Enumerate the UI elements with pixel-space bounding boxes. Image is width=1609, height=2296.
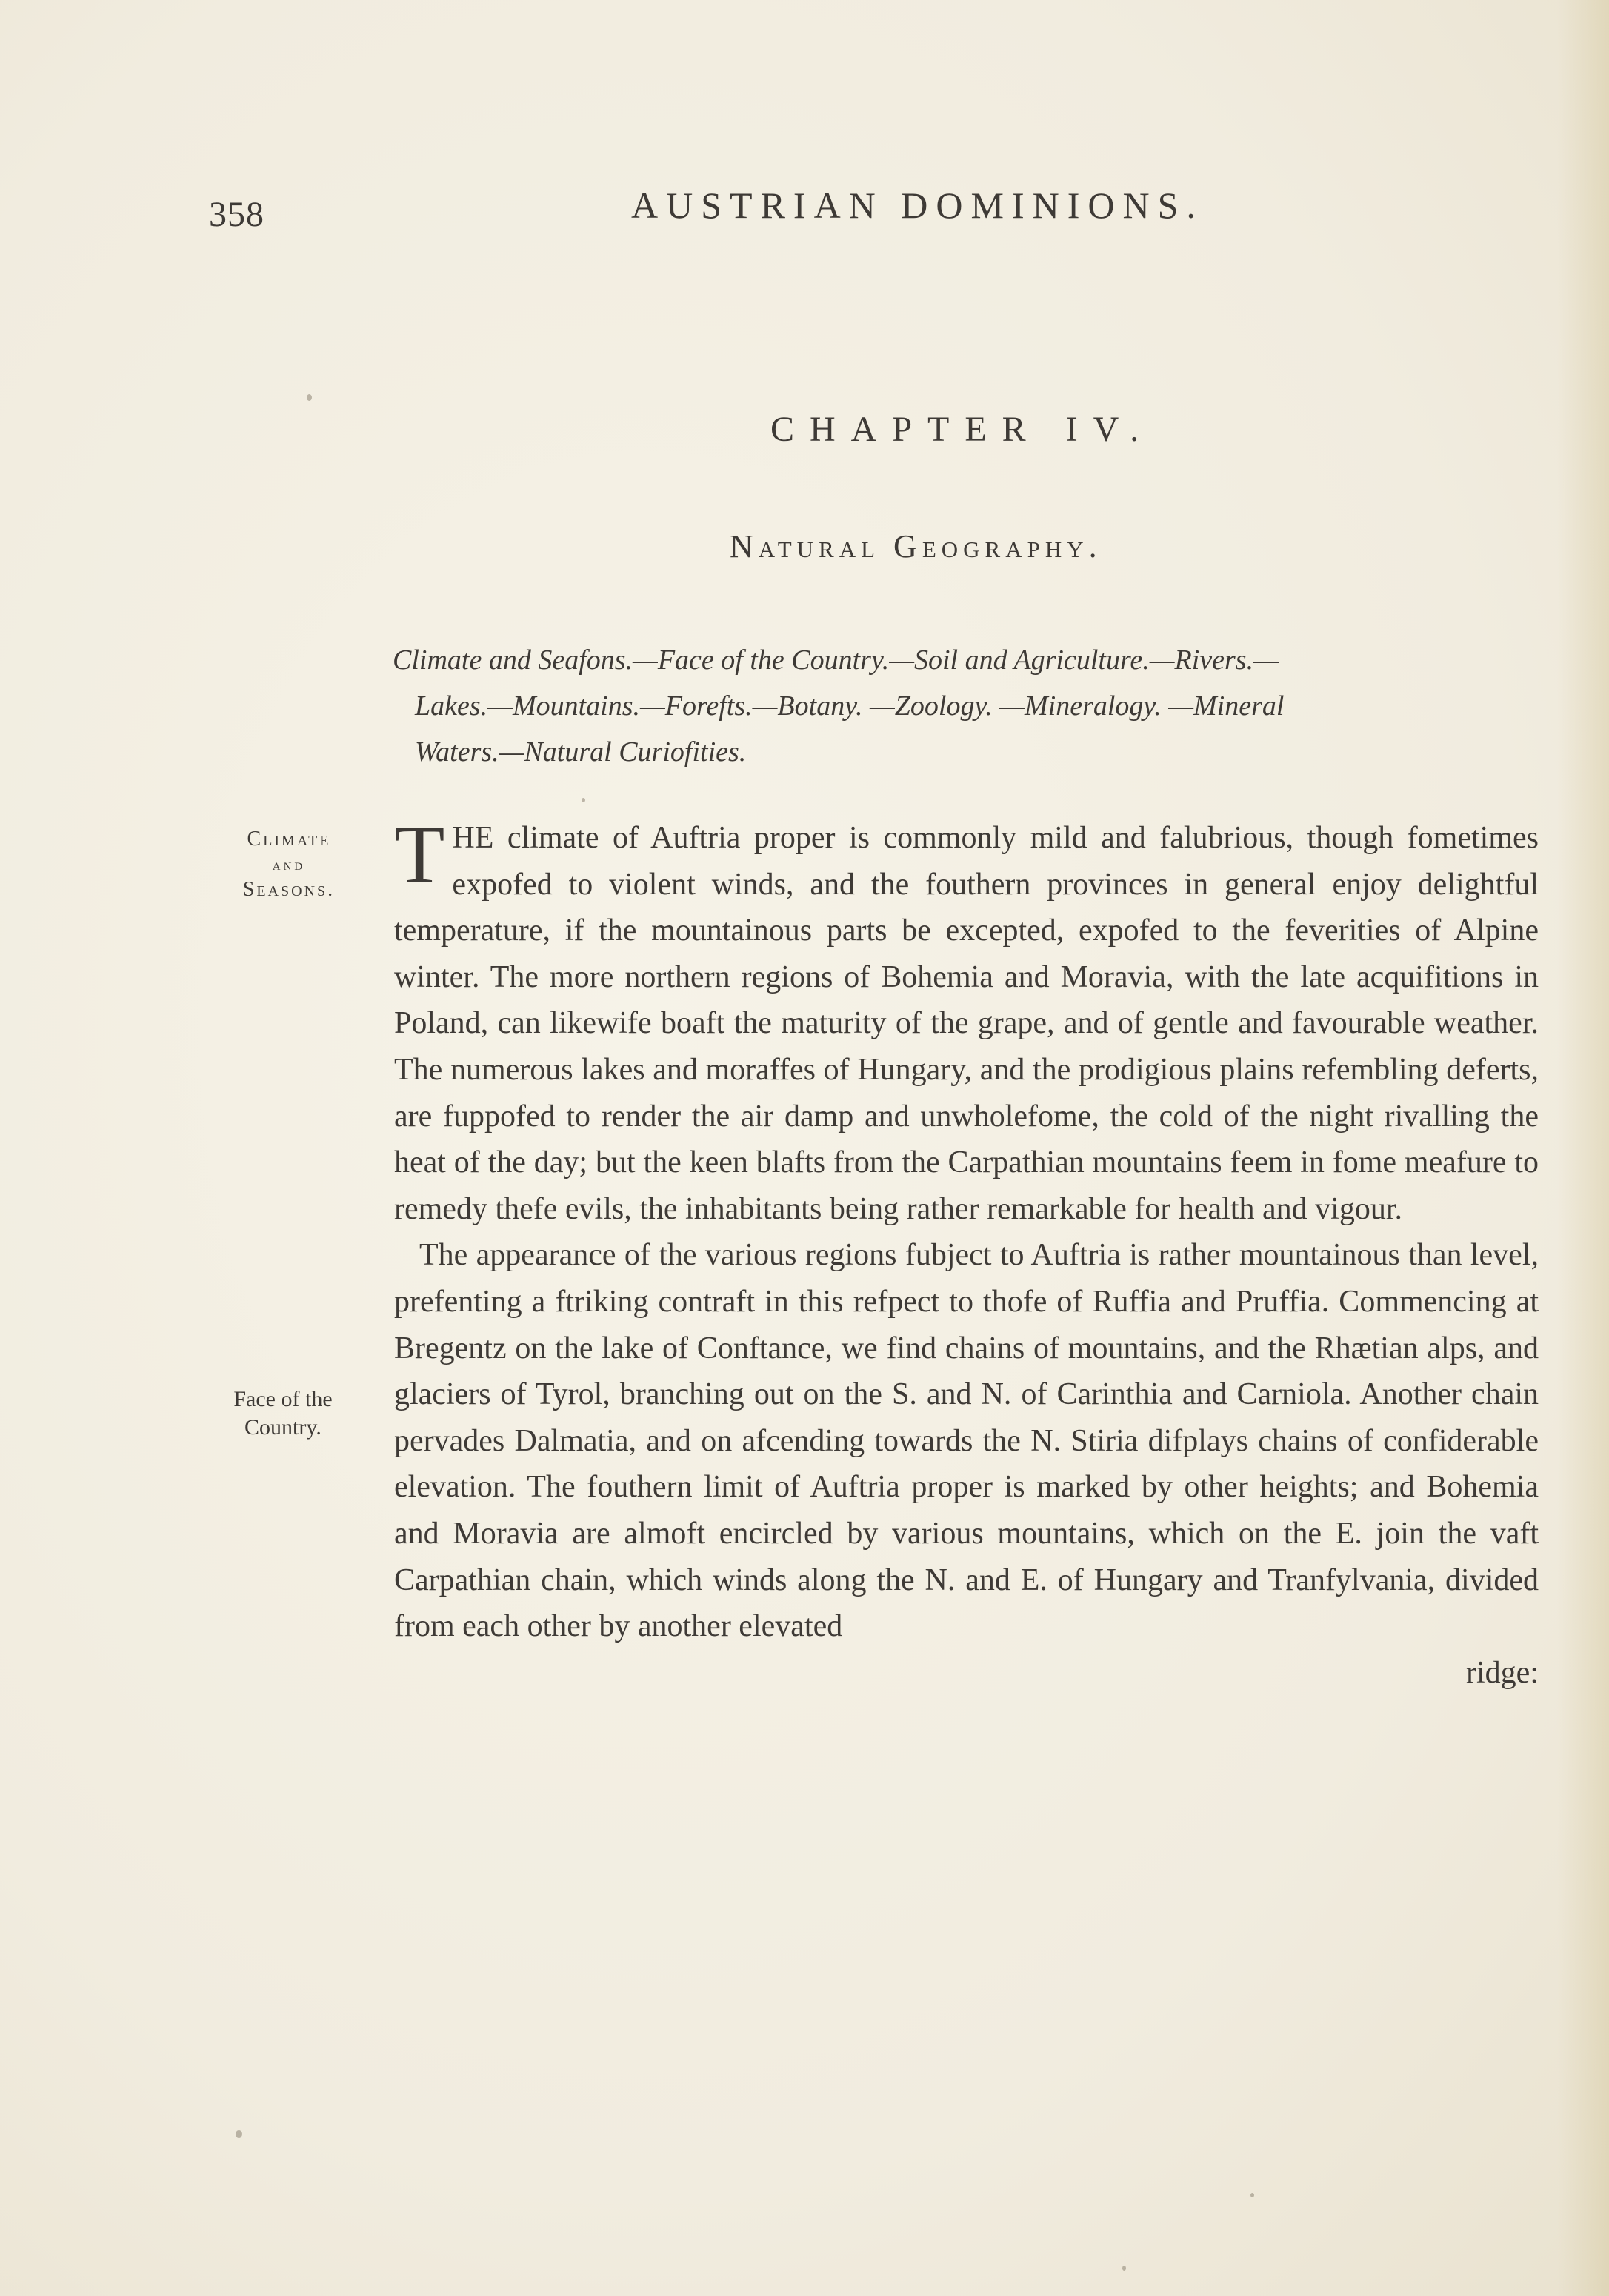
- section-title: Natural Geography.: [730, 528, 1102, 565]
- sidenote-climate-and-seasons: [222, 827, 356, 902]
- contents-line-3: Waters.—Natural Curiofities.: [415, 736, 747, 768]
- paper-speck: [1122, 2266, 1126, 2271]
- paper-speck: [1250, 2193, 1254, 2197]
- sidenote-face-line-1: Face of the: [233, 1387, 333, 1411]
- chapter-contents: [393, 637, 1537, 775]
- paper-speck: [307, 394, 312, 401]
- sidenote-climate-line-1: Climate: [247, 828, 331, 851]
- body-text: [394, 809, 1539, 1696]
- paper-speck: [582, 798, 585, 802]
- sidenote-face-line-2: Country.: [244, 1415, 322, 1440]
- contents-line-1: Climate and Seafons.—Face of the Country.—Soil and Agriculture.—Rivers.—: [393, 645, 1279, 676]
- page-number: 358: [209, 195, 264, 234]
- sidenote-climate-line-3: Seasons.: [242, 878, 336, 901]
- paragraph-climate-text: HE climate of Auftria proper is commonly mild and falubrious, though fometimes expofed to violent winds, and the fouthern provinces in general enjoy delightful temperature, if the mountainous parts be excepted, expofed to the feverities of Alpine winter. The more northern regions of Bohemia and Moravia, with the late acquifitions in Poland, can likewife boaft the maturity of the grape, and of gentle and favourable weather. The numerous lakes and moraffes of Hungary, and the prodigious plains refembling deferts, are fuppofed to render the air damp and unwholefome, the cold of the night rivalling the heat of the day; but the keen blafts from the Carpathian mountains feem in fome meafure to remedy thefe evils, the inhabitants being rather remarkable for health and vigour.: [394, 821, 1539, 1226]
- page-edge-shadow: [1557, 0, 1609, 2296]
- sidenote-face-of-the-country: [209, 1385, 357, 1442]
- contents-line-2: Lakes.—Mountains.—Forefts.—Botany. —Zoology. —Mineralogy. —Mineral: [415, 691, 1285, 722]
- catchword: ridge:: [1466, 1655, 1539, 1690]
- paragraph-climate: [394, 809, 1539, 1232]
- running-head: AUSTRIAN DOMINIONS.: [631, 184, 1204, 226]
- paper-speck: [236, 2130, 242, 2138]
- paragraph-face-of-country: The appearance of the various regions fubject to Auftria is rather mountainous than level, prefenting a ftriking contraft in this refpect to thofe of Ruffia and Pruffia. Commencing at Bregentz on the lake of Conftance, we find chains of mountains, and the Rhætian alps, and glaciers of Tyrol, branching out on the S. and N. of Carinthia and Carniola. Another chain pervades Dalmatia, and on afcending towards the N. Stiria difplays chains of confiderable elevation. The fouthern limit of Auftria proper is marked by other heights; and Bohemia and Moravia are almoft encircled by various mountains, which on the E. join the vaft Carpathian chain, which winds along the N. and E. of Hungary and Tranfylvania, divided from each other by another elevated: [394, 1238, 1539, 1644]
- chapter-title: CHAPTER IV.: [770, 410, 1155, 449]
- drop-cap: T: [394, 809, 445, 901]
- sidenote-climate-line-2: and: [272, 855, 306, 874]
